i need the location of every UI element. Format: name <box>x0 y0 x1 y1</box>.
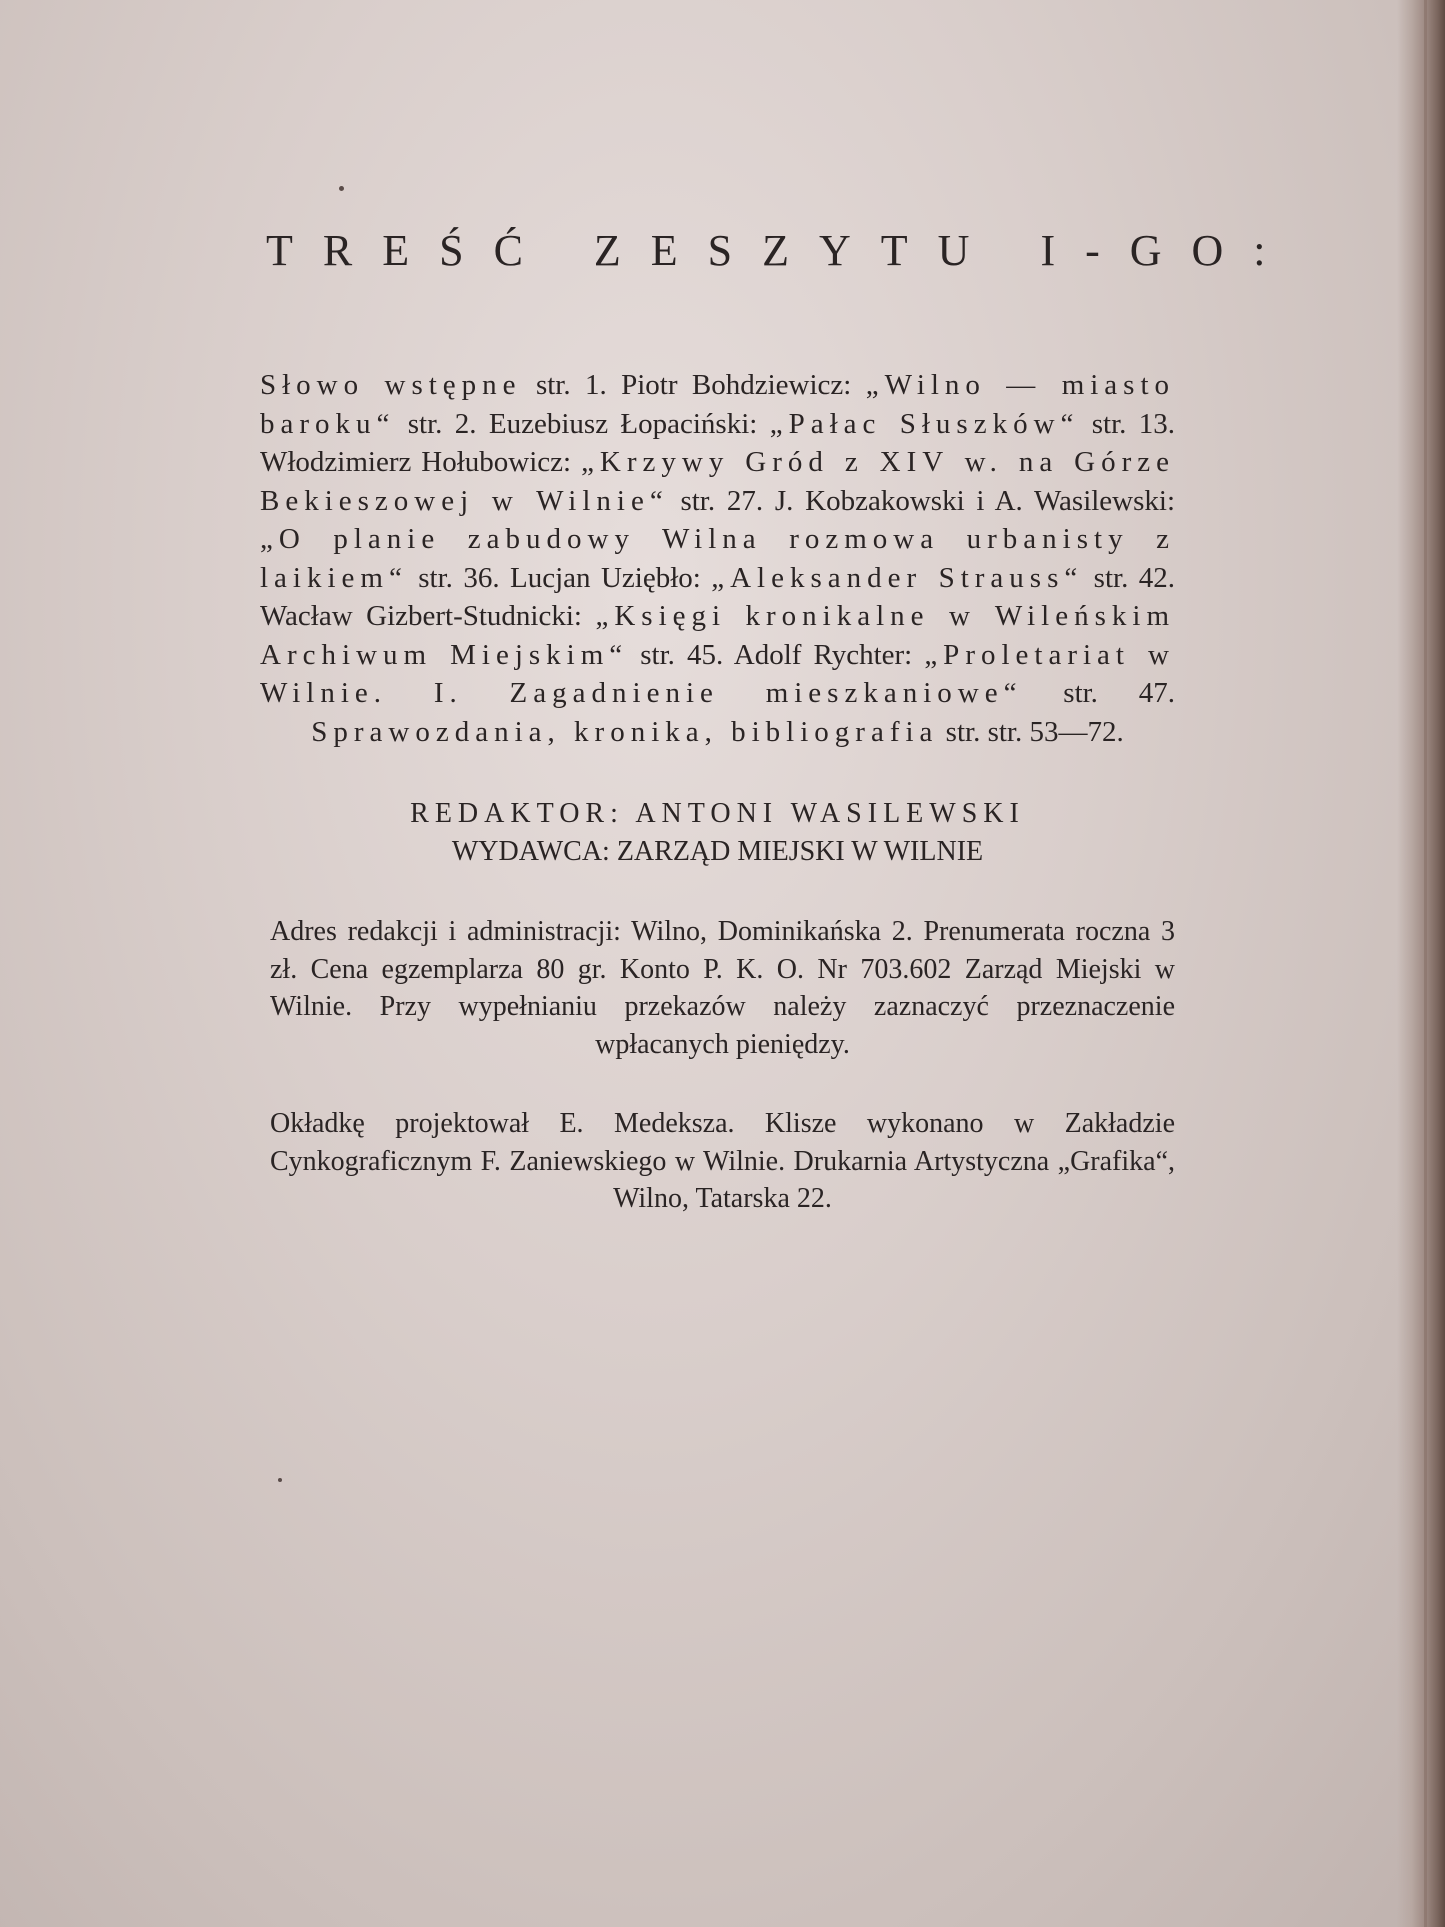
entry-title: Słowo wstępne <box>260 369 522 401</box>
print-speck <box>339 186 344 191</box>
entry-page: str. 47. <box>1063 677 1176 709</box>
entry-title: „O planie zabudowy Wilna rozmowa urbanisty z laikiem“ <box>260 523 1175 594</box>
entry-author: Adolf Rychter: <box>733 638 913 671</box>
book-page-edge <box>1397 0 1445 1927</box>
entry-author: Lucjan Uziębło: <box>510 561 701 594</box>
editor-line: REDAKTOR: ANTONI WASILEWSKI <box>410 798 1025 829</box>
entry-title: „Księgi kronikalne w Wileńskim Archiwum Miejskim“ <box>260 600 1176 671</box>
entry-page: str. 42. <box>1093 561 1175 594</box>
entry-page: str. 13. <box>1091 407 1176 440</box>
entry-author: Euzebiusz Łopaciński: <box>488 407 758 440</box>
entry-author: Piotr Bohdziewicz: <box>621 369 852 401</box>
entry-title: „Wilno — miasto baroku“ <box>260 369 1176 440</box>
contents-entry <box>311 716 1123 748</box>
entry-page: str. 36. <box>418 561 500 594</box>
entry-page: str. 1. <box>535 369 607 401</box>
credits-paragraph: Okładkę projektował E. Medeksza. Klisze wykonano w Zakładzie Cynkograficznym F. Zaniewskiego w Wilnie. Drukarnia Artystyczna „Grafika“, Wilno, Tatarska 22. <box>270 1108 1175 1214</box>
document-page <box>260 225 1296 1246</box>
entry-page: str. 45. <box>640 638 724 671</box>
entry-title: Sprawozdania, kronika, bibliografia <box>311 715 939 748</box>
entry-title: „Aleksander Strauss“ <box>711 561 1084 594</box>
address-paragraph: Adres redakcji i administracji: Wilno, Dominikańska 2. Prenumerata roczna 3 zł. Cena egzemplarza 80 gr. Konto P. K. O. Nr 703.602 Zarząd Miejski w Wilnie. Przy wypełnianiu przekazów należy zaznaczyć przeznaczenie wpłacanych pieniędzy. <box>270 916 1175 1060</box>
entry-author: J. Kobzakowski i A. Wasilewski: <box>774 484 1176 517</box>
book-page-edge-line <box>1424 0 1427 1927</box>
entry-title: „Proletariat w Wilnie. I. Zagadnienie mieszkaniowe“ <box>260 638 1176 709</box>
table-of-contents <box>260 366 1175 751</box>
entry-title: „Krzywy Gród z XIV w. na Górze Bekieszowej w Wilnie“ <box>260 446 1175 517</box>
masthead <box>260 795 1175 871</box>
publisher-line: WYDAWCA: ZARZĄD MIEJSKI W WILNIE <box>451 836 984 867</box>
entry-author: Wacław Gizbert-Studnicki: <box>260 600 582 632</box>
entry-page: str. 27. <box>680 484 764 517</box>
entry-page: str. 2. <box>407 407 477 440</box>
entry-title: „Pałac Słuszków“ <box>769 407 1080 440</box>
entry-page: str. str. 53—72. <box>945 715 1124 748</box>
entry-author: Włodzimierz Hołubowicz: <box>260 446 572 478</box>
contents-entry <box>260 369 621 401</box>
print-speck <box>278 1478 282 1482</box>
contents-entry <box>489 408 1175 440</box>
page-title: TREŚĆ ZESZYTU I-GO: <box>266 226 1296 275</box>
contents-entry <box>510 562 1175 594</box>
